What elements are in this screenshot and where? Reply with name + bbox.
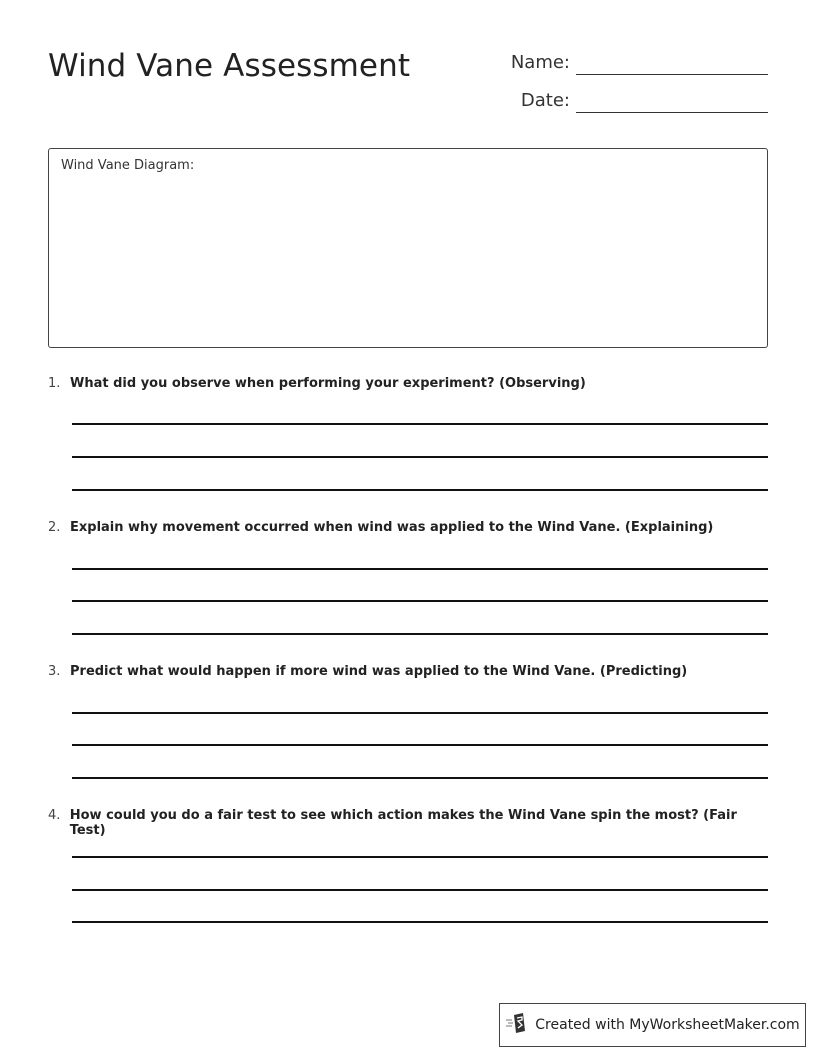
question-number: 2. (48, 520, 61, 535)
name-label: Name: (510, 52, 570, 73)
question-text: Predict what would happen if more wind was applied to the Wind Vane. (Predicting) (70, 664, 688, 679)
date-label: Date: (520, 90, 570, 111)
date-input-line[interactable] (576, 111, 768, 113)
question-number: 4. (48, 808, 61, 823)
answer-line[interactable] (72, 423, 768, 425)
worksheet-maker-logo-icon (505, 1012, 529, 1038)
name-field[interactable] (490, 52, 768, 73)
answer-line[interactable] (72, 633, 768, 635)
footer-text: Created with MyWorksheetMaker.com (535, 1017, 800, 1033)
answer-line[interactable] (72, 712, 768, 714)
question-3 (48, 664, 768, 679)
answer-line[interactable] (72, 600, 768, 602)
answer-line[interactable] (72, 889, 768, 891)
answer-line[interactable] (72, 489, 768, 491)
diagram-label: Wind Vane Diagram: (61, 158, 195, 173)
question-text: How could you do a fair test to see which action makes the Wind Vane spin the most? (Fair Test) (69, 808, 737, 838)
answer-line[interactable] (72, 856, 768, 858)
question-4 (48, 808, 768, 838)
question-1 (48, 376, 768, 391)
answer-line[interactable] (72, 744, 768, 746)
question-text: What did you observe when performing your experiment? (Observing) (70, 376, 586, 391)
question-number: 1. (48, 376, 61, 391)
answer-line[interactable] (72, 921, 768, 923)
date-field[interactable] (490, 90, 768, 111)
worksheet-title: Wind Vane Assessment (48, 48, 411, 84)
answer-line[interactable] (72, 568, 768, 570)
question-2 (48, 520, 768, 535)
footer-credit[interactable] (499, 1003, 806, 1047)
name-input-line[interactable] (576, 73, 768, 75)
answer-line[interactable] (72, 456, 768, 458)
question-number: 3. (48, 664, 61, 679)
diagram-box[interactable] (48, 148, 768, 348)
question-text: Explain why movement occurred when wind was applied to the Wind Vane. (Explaining) (70, 520, 714, 535)
answer-line[interactable] (72, 777, 768, 779)
